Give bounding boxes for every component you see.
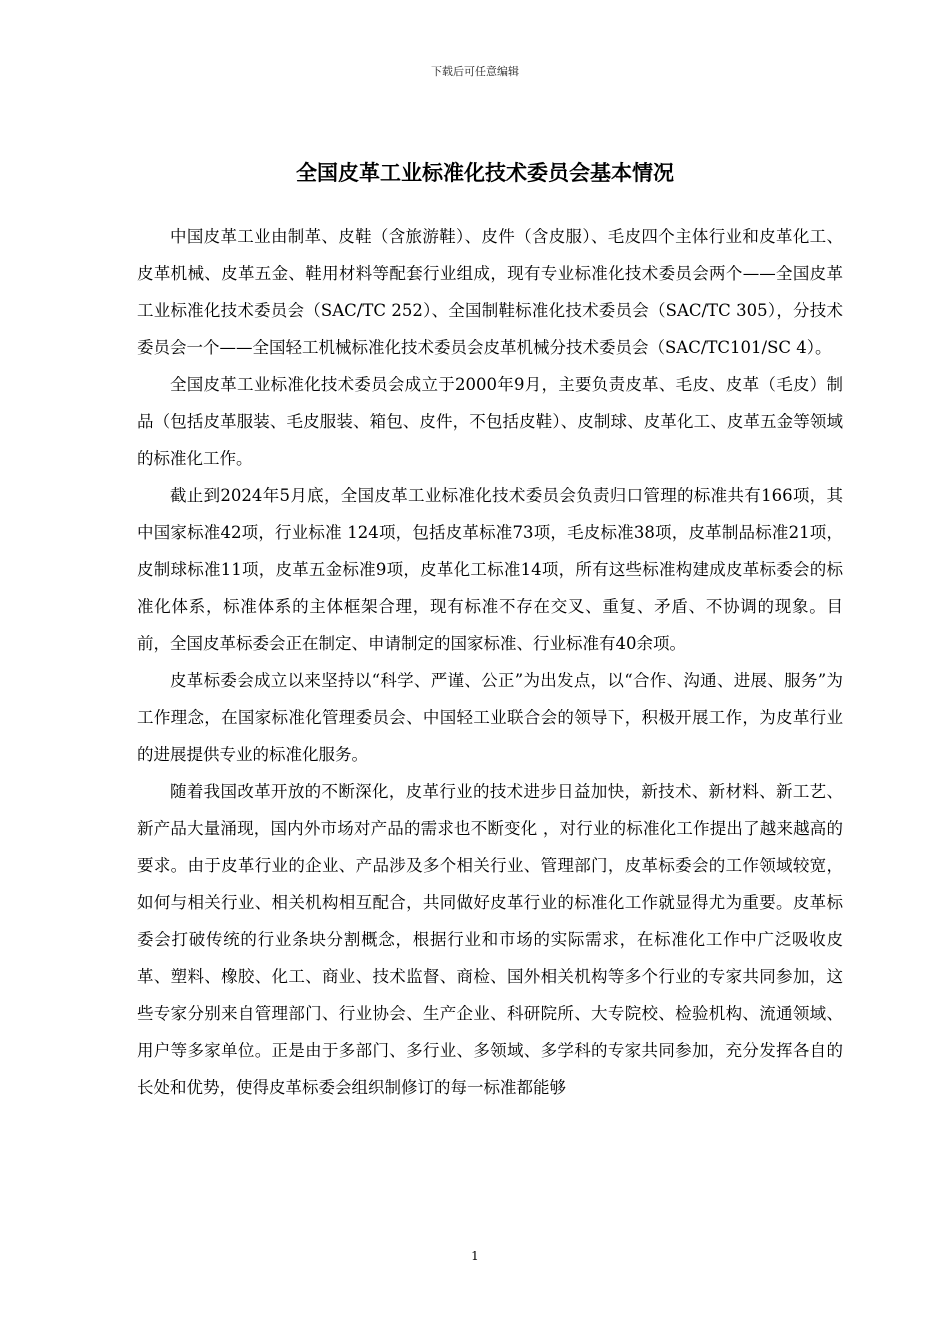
- paragraph-industry-overview: 中国皮革工业由制革、皮鞋（含旅游鞋）、皮件（含皮服）、毛皮四个主体行业和皮革化工、皮革机械、皮革五金、鞋用材料等配套行业组成，现有专业标准化技术委员会两个——全国皮革工业标准化技术委员会（SAC/TC 252）、全国制鞋标准化技术委员会（SAC/TC 305），分技术委员会一个——全国轻工机械标准化技术委员会皮革机械分技术委员会（SAC/TC101/SC 4）。: [137, 227, 843, 357]
- paragraph-committee-founding: 全国皮革工业标准化技术委员会成立于2000年9月，主要负责皮革、毛皮、皮革（毛皮）制品（包括皮革服装、毛皮服装、箱包、皮件，不包括皮鞋）、皮制球、皮革化工、皮革五金等领域的标准化工作。: [137, 375, 843, 468]
- document-title: 全国皮革工业标准化技术委员会基本情况: [296, 161, 674, 185]
- paragraph-standards-count: 截止到2024年5月底，全国皮革工业标准化技术委员会负责归口管理的标准共有166项，其中国家标准42项，行业标准 124项，包括皮革标准73项，毛皮标准38项，皮革制品标准21项，皮制球标准11项，皮革五金标准9项，皮革化工标准14项，所有这些标准构建成皮革标委会的标准化体系，标准体系的主体框架合理，现有标准不存在交叉、重复、矛盾、不协调的现象。目前，全国皮革标委会正在制定、申请制定的国家标准、行业标准有40余项。: [137, 486, 843, 653]
- paragraph-industry-development: 随着我国改革开放的不断深化，皮革行业的技术进步日益加快，新技术、新材料、新工艺、新产品大量涌现，国内外市场对产品的需求也不断变化 ，对行业的标准化工作提出了越来越高的要求。由于皮革行业的企业、产品涉及多个相关行业、管理部门，皮革标委会的工作领域较宽，如何与相关行业、相关机构相互配合，共同做好皮革行业的标准化工作就显得尤为重要。皮革标委会打破传统的行业条块分割概念，根据行业和市场的实际需求，在标准化工作中广泛吸收皮革、塑料、橡胶、化工、商业、技术监督、商检、国外相关机构等多个行业的专家共同参加，这些专家分别来自管理部门、行业协会、生产企业、科研院所、大专院校、检验机构、流通领域、用户等多家单位。正是由于多部门、多行业、多领域、多学科的专家共同参加，充分发挥各自的长处和优势，使得皮革标委会组织制修订的每一标准都能够: [137, 782, 843, 1097]
- paragraph-work-philosophy: 皮革标委会成立以来坚持以“科学、严谨、公正”为出发点，以“合作、沟通、进展、服务”为工作理念，在国家标准化管理委员会、中国轻工业联合会的领导下，积极开展工作，为皮革行业的进展提供专业的标准化服务。: [137, 671, 843, 764]
- page-number: 1: [471, 1249, 479, 1263]
- document-body: [137, 218, 843, 1106]
- page-header: 下载后可任意编辑: [431, 65, 519, 78]
